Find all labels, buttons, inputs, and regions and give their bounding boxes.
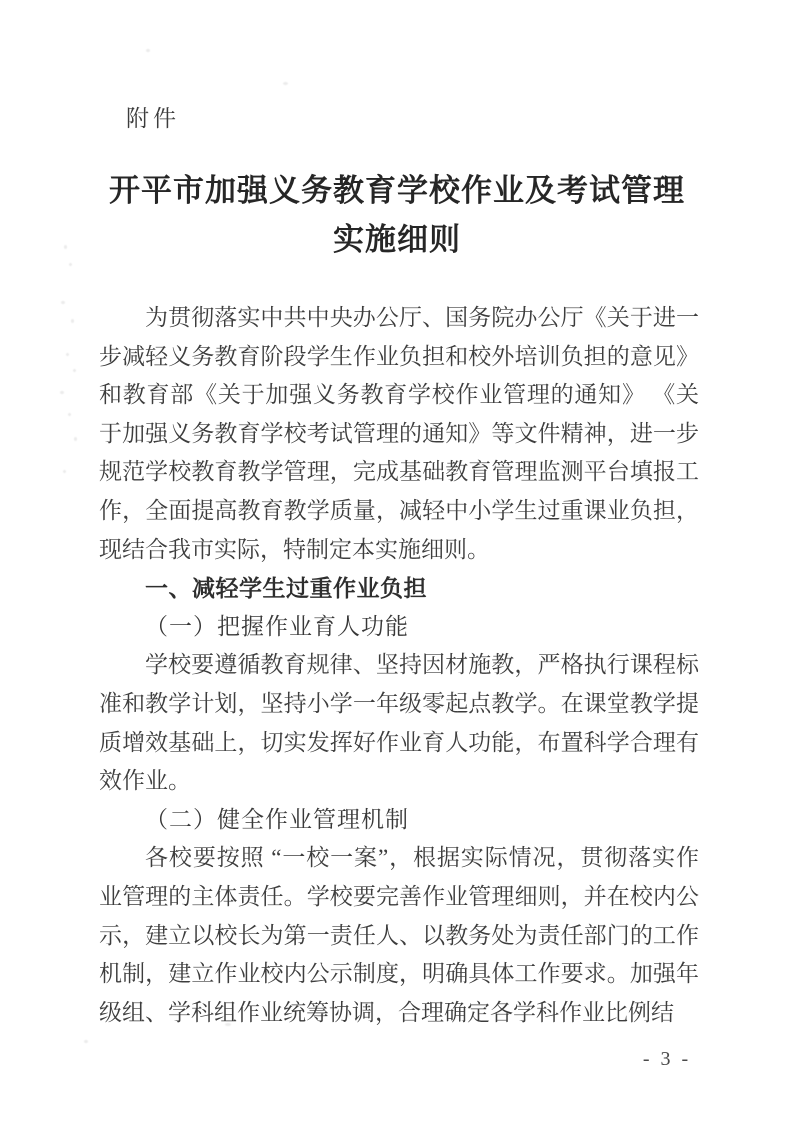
scan-speck xyxy=(146,49,150,52)
scan-speck xyxy=(68,413,71,416)
page-number: - 3 - xyxy=(642,1048,692,1070)
scan-speck xyxy=(64,245,67,249)
subsection-heading-1-1: （一）把握作业育人功能 xyxy=(145,613,409,639)
scan-speck xyxy=(63,470,66,473)
scan-speck xyxy=(283,82,288,85)
section-heading-1: 一、减轻学生过重作业负担 xyxy=(145,575,427,602)
paragraph-intro: 为贯彻落实中共中央办公厅、国务院办公厅《关于进一步减轻义务教育阶段学生作业负担和校外培训负担的意见》和教育部《关于加强义务教育学校作业管理的通知》 《关于加强义务教育学校考试管理的通知》等文件精神，进一步规范学校教育教学管理，完成基础教育管理监测平台填报工作，全面提高教育教学质量，减轻中小学生过重课业负担，现结合我市实际，特制定本实施细则。 xyxy=(99,305,699,562)
scan-speck xyxy=(73,369,76,372)
attachment-label: 附件 xyxy=(126,106,180,131)
scan-speck xyxy=(71,319,74,323)
scan-speck xyxy=(69,263,72,266)
scan-speck xyxy=(84,1040,88,1043)
paragraph-1-1: 学校要遵循教育规律、坚持因材施教，严格执行课程标准和教学计划，坚持小学一年级零起点教学。在课堂教学提质增效基础上，切实发挥好作业育人功能，布置科学合理有效作业。 xyxy=(99,652,699,794)
document-title-line1: 开平市加强义务教育学校作业及考试管理 xyxy=(109,173,685,208)
paragraph-1-2: 各校要按照 “一校一案”，根据实际情况，贯彻落实作业管理的主体责任。学校要完善作业管理细则，并在校内公示，建立以校长为第一责任人、以教务处为责任部门的工作机制，建立作业校内公示制度，明确具体工作要求。加强年级组、学科组作业统筹协调，合理确定各学科作业比例结 xyxy=(99,845,699,1025)
document-body xyxy=(99,299,699,1032)
scan-speck xyxy=(60,391,64,394)
scan-speck xyxy=(74,437,77,441)
document-title xyxy=(0,166,794,264)
subsection-heading-1-2: （二）健全作业管理机制 xyxy=(145,806,409,832)
scan-speck xyxy=(225,1023,231,1026)
document-title-line2: 实施细则 xyxy=(333,222,461,257)
scan-speck xyxy=(61,301,65,304)
scan-speck xyxy=(66,353,69,356)
